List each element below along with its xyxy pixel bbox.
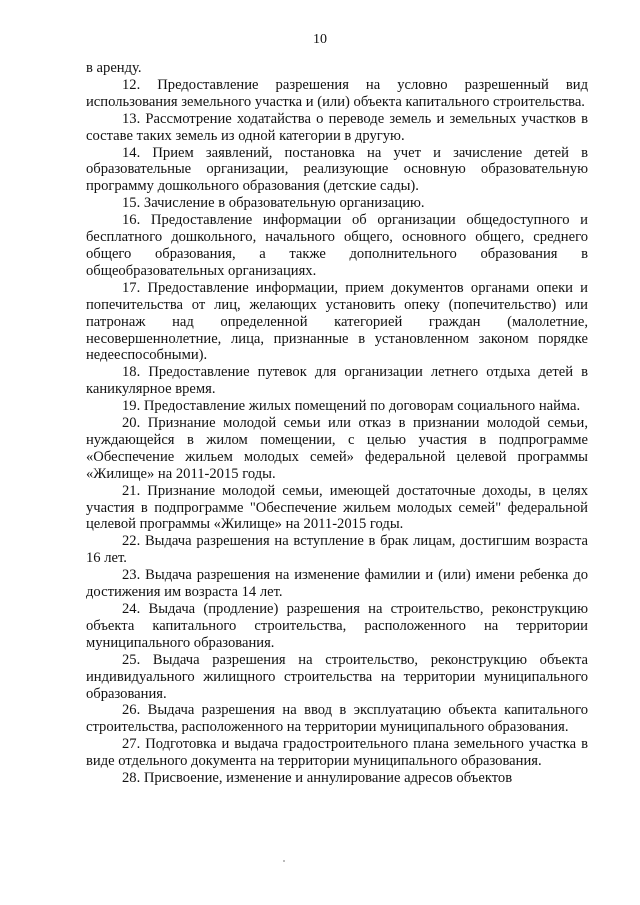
- list-item-20: 20. Признание молодой семьи или отказ в признании молодой семьи, нуждающейся в жилом помещении, с целью участия в подпрограмме «Обеспечение жильем молодых семей» федеральной целевой программы «Жилище» на 2011-2015 годы.: [86, 415, 588, 482]
- list-item-21: 21. Признание молодой семьи, имеющей достаточные доходы, в целях участия в подпрограмме "Обеспечение жильем молодых семей" федеральной целевой программы «Жилище» на 2011-2015 годы.: [86, 482, 588, 533]
- list-item-26: 26. Выдача разрешения на ввод в эксплуатацию объекта капитального строительства, расположенного на территории муниципального образования.: [86, 702, 588, 736]
- list-item-22: 22. Выдача разрешения на вступление в брак лицам, достигшим возраста 16 лет.: [86, 533, 588, 567]
- list-item-18: 18. Предоставление путевок для организации летнего отдыха детей в каникулярное время.: [86, 364, 588, 398]
- scan-speck: [283, 860, 285, 862]
- list-item-14: 14. Прием заявлений, постановка на учет и зачисление детей в образовательные организации, реализующие основную образовательную программу дошкольного образования (детские сады).: [86, 144, 588, 195]
- list-item-25: 25. Выдача разрешения на строительство, реконструкцию объекта индивидуального жилищного строительства на территории муниципального образования.: [86, 651, 588, 702]
- list-item-27: 27. Подготовка и выдача градостроительного плана земельного участка в виде отдельного документа на территории муниципального образования.: [86, 736, 588, 770]
- list-item-23: 23. Выдача разрешения на изменение фамилии и (или) имени ребенка до достижения им возраста 14 лет.: [86, 567, 588, 601]
- list-item-28: 28. Присвоение, изменение и аннулирование адресов объектов: [122, 770, 513, 787]
- list-item-16: 16. Предоставление информации об организации общедоступного и бесплатного дошкольного, начального общего, основного общего, среднего общего образования, а также дополнительного образования в общеобразовательных организациях.: [86, 212, 588, 279]
- list-item-19: 19. Предоставление жилых помещений по договорам социального найма.: [122, 398, 581, 415]
- list-item-17: 17. Предоставление информации, прием документов органами опеки и попечительства от лиц, желающих установить опеку (попечительство) или патронаж над определенной категорией граждан (малолетние, несовершеннолетние, лица, признанные в установленном законом порядке недееспособными).: [86, 279, 588, 364]
- list-item-12: 12. Предоставление разрешения на условно разрешенный вид использования земельного участка и (или) объекта капитального строительства.: [86, 76, 588, 110]
- document-body: [86, 60, 588, 787]
- list-item-13: 13. Рассмотрение ходатайства о переводе земель и земельных участков в составе таких земель из одной категории в другую.: [86, 110, 588, 144]
- list-item-24: 24. Выдача (продление) разрешения на строительство, реконструкцию объекта капитального строительства, расположенного на территории муниципального образования.: [86, 601, 588, 651]
- list-item-15: 15. Зачисление в образовательную организацию.: [122, 195, 425, 212]
- paragraph-continuation: в аренду.: [86, 60, 142, 76]
- page-number: 10: [313, 32, 327, 47]
